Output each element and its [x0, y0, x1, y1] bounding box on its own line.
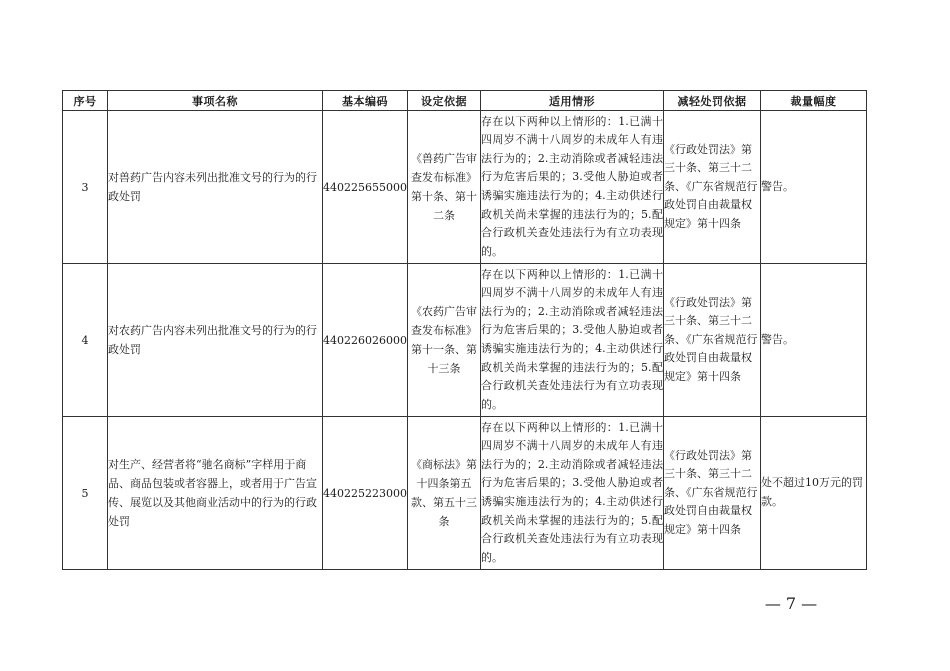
row-basic-code: 440225223000 [323, 417, 408, 570]
row-discretion-range: 警告。 [761, 264, 867, 417]
header-applicable-situation: 适用情形 [481, 91, 664, 111]
row-penalty-basis: 《行政处罚法》第三十条、第三十二条、《广东省规范行政处罚自由裁量权规定》第十四条 [664, 264, 761, 417]
row-item-name: 对生产、经营者将“驰名商标”字样用于商品、商品包装或者容器上，或者用于广告宣传、展览以及其他商业活动中的行为的行政处罚 [108, 417, 323, 570]
page-number: — 7 — [764, 594, 818, 613]
header-legal-basis: 设定依据 [408, 91, 481, 111]
row-item-name: 对农药广告内容未列出批准文号的行为的行政处罚 [108, 264, 323, 417]
penalty-table [62, 90, 867, 570]
header-penalty-basis: 减轻处罚依据 [664, 91, 761, 111]
header-item-name: 事项名称 [108, 91, 323, 111]
table-row [63, 417, 867, 570]
row-legal-basis: 《农药广告审查发布标准》第十一条、第十三条 [408, 264, 481, 417]
row-legal-basis: 《商标法》第十四条第五款、第五十三条 [408, 417, 481, 570]
row-seq: 4 [63, 264, 108, 417]
table-row [63, 111, 867, 264]
row-basic-code: 440225655000 [323, 111, 408, 264]
row-discretion-range: 警告。 [761, 111, 867, 264]
row-applicable-situation: 存在以下两种以上情形的：1.已满十四周岁不满十八周岁的未成年人有违法行为的；2.主动消除或者减轻违法行为危害后果的；3.受他人胁迫或者诱骗实施违法行为的；4.主动供述行政机关尚未掌握的违法行为的；5.配合行政机关查处违法行为有立功表现的。 [481, 264, 664, 417]
row-discretion-range: 处不超过10万元的罚款。 [761, 417, 867, 570]
row-legal-basis: 《兽药广告审查发布标准》第十条、第十二条 [408, 111, 481, 264]
row-seq: 5 [63, 417, 108, 570]
table-row [63, 264, 867, 417]
header-basic-code: 基本编码 [323, 91, 408, 111]
row-applicable-situation: 存在以下两种以上情形的：1.已满十四周岁不满十八周岁的未成年人有违法行为的；2.主动消除或者减轻违法行为危害后果的；3.受他人胁迫或者诱骗实施违法行为的；4.主动供述行政机关尚未掌握的违法行为的；5.配合行政机关查处违法行为有立功表现的。 [481, 111, 664, 264]
row-seq: 3 [63, 111, 108, 264]
row-penalty-basis: 《行政处罚法》第三十条、第三十二条、《广东省规范行政处罚自由裁量权规定》第十四条 [664, 417, 761, 570]
header-seq: 序号 [63, 91, 108, 111]
row-item-name: 对兽药广告内容未列出批准文号的行为的行政处罚 [108, 111, 323, 264]
row-basic-code: 440226026000 [323, 264, 408, 417]
row-penalty-basis: 《行政处罚法》第三十条、第三十二条、《广东省规范行政处罚自由裁量权规定》第十四条 [664, 111, 761, 264]
table-header-row [63, 91, 867, 111]
row-applicable-situation: 存在以下两种以上情形的：1.已满十四周岁不满十八周岁的未成年人有违法行为的；2.主动消除或者减轻违法行为危害后果的；3.受他人胁迫或者诱骗实施违法行为的；4.主动供述行政机关尚未掌握的违法行为的；5.配合行政机关查处违法行为有立功表现的。 [481, 417, 664, 570]
header-discretion-range: 裁量幅度 [761, 91, 867, 111]
